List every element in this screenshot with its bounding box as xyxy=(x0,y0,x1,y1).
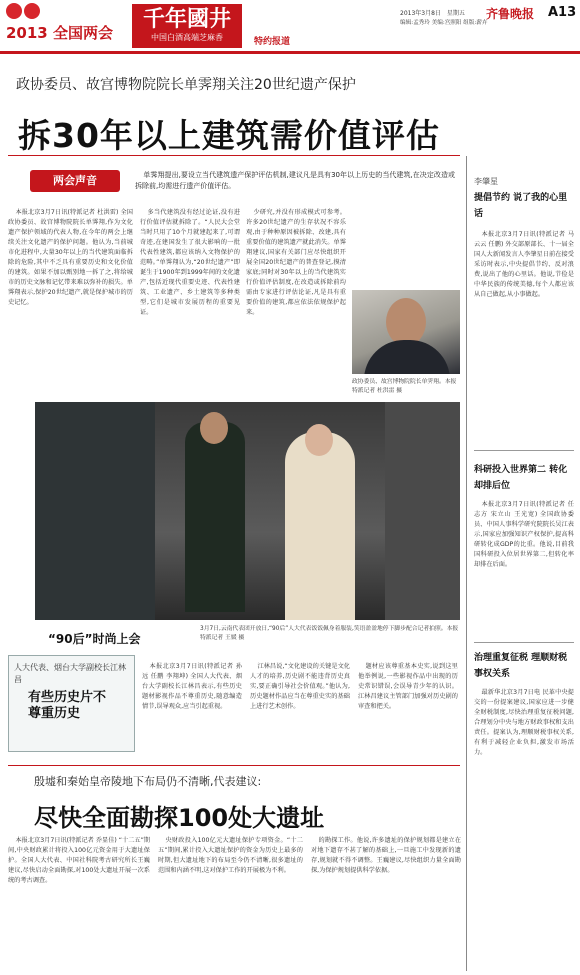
lead-kicker: 政协委员、故宫博物院院长单霁翔关注20世纪遗产保护 xyxy=(16,77,356,93)
mid-col-1 xyxy=(142,662,242,758)
sidebar-text-2-content: 本报北京3月7日讯(特派记者 任志方 宋立山 王光宽) 全国政协委员、中国人事科学研究院院长吴江表示,国家应加强知识产权保护,提高科研转化成GDP的比重。他说,目前我国科研投入位居世界第二,但转化率却排在后面。 xyxy=(474,501,574,568)
feature-caption-text: 3月7日,云南代表团开放日,“90后”人大代表饭饭佩身着服装,笑语盈盈地停下脚步配合记者拍照。本报特派记者 王媛 摄 xyxy=(200,626,459,641)
sidebar-rule-1 xyxy=(474,450,574,451)
portrait-caption-text: 政协委员、故宫博物院院长单霁翔。本报特派记者 杜洪雷 摄 xyxy=(352,379,457,394)
paper-name: 齐鲁晚报 xyxy=(486,7,535,21)
column-tag-label: 两会声音 xyxy=(53,174,97,187)
special-report: 特约报道 xyxy=(254,37,291,47)
column-tag xyxy=(30,170,120,192)
bottom-col-2-text: 央财政投入100亿元大遗址保护专项资金。“十二五”期间,累计投入大遗址保护的资金为历史上最多的时期,但大遗址地下的布局至今仍不清晰,很多遗址的范围和内涵不明,这对保护工作的开展极为不利。 xyxy=(158,837,303,874)
header-emblem-2 xyxy=(24,3,40,19)
sidebar-text-3 xyxy=(474,688,574,970)
section-title: 2013 全国两会 xyxy=(6,24,113,42)
bottom-col-1-text: 本报北京3月7日讯(特派记者 乔显佳) “十二五”期间,中央财政累计将投入100亿元资金用于大遗址保护。全国人大代表、中国社科院考古研究所长王巍建议,尽快启动全面勘探,对100处大遗址开展一次系统的考古调查。 xyxy=(8,837,150,884)
sidebar-divider xyxy=(466,156,467,971)
bottom-col-3 xyxy=(311,836,461,970)
lead-col-1 xyxy=(8,208,133,400)
mid-col-3-text: 题材应该尊重基本史实,说到这里他举例说,一些影视作品中出现的历史常识错误,会误导青少年的认识。江林昌建议主管部门加强对历史剧的审查和把关。 xyxy=(358,663,458,710)
weekday: 星期五 xyxy=(446,10,465,17)
brand-banner xyxy=(132,4,242,48)
bottom-col-2 xyxy=(158,836,303,970)
lead-col-2-text: 多当代建筑没有经过论证,没有进行价值评估就拆除了。“人民大会堂当时只用了10个月就建起来了,可谓奇迹,在建国发生了很大影响的一批代表性建筑,都应该纳入文物保护的范畴。”单霁翔认为,“20世纪遗产”即诞生于1900年到1999年间的文化遗产,包括近现代重要史迹、代表性建筑、工业遗产、乡土建筑等多种类型,它们是城市发展历程的重要见证。 xyxy=(140,209,240,316)
lead-col-3 xyxy=(246,208,346,400)
feature-photo xyxy=(35,402,460,620)
mid-headline: 有些历史片不尊重历史 xyxy=(28,690,107,721)
sidebar-text-3-content: 最新华北京3月7日电 民革中央提交的一份提案建议,国家应进一步健全财税制度,尽快治理重复征税问题,合理划分中央与地方财政事权和支出责任。提案认为,理顺财税事权关系,有利于减轻企业负担,激发市场活力。 xyxy=(474,689,574,756)
sidebar-headline-3: 治理重复征税 理顺财税事权关系 xyxy=(474,653,568,679)
bottom-col-1 xyxy=(8,836,150,970)
mid-col-1-text: 本报北京3月7日讯(特派记者 孙远 任鹏 李翔坤) 全国人大代表、烟台大学副校长江林昌表示,有些历史题材影视作品不尊重历史,随意编造情节,误导观众,应当引起重视。 xyxy=(142,663,242,710)
lead-col-1-text: 本报北京3月7日讯(特派记者 杜洪雷) 全国政协委员、故宫博物院院长单霁翔,作为文化遗产保护领域的代表人物,在今年的两会上继续关注文化遗产的保护问题。他认为,当前城市化进程中,大量30年以上的当代建筑面临拆除的危险,其中不乏具有重要历史和文化价值的建筑。如果不加以甄别地一拆了之,将给城市的历史文脉和记忆带来难以弥补的损失。单霁翔表示,保护20世纪遗产,就是保护城市的历史记忆。 xyxy=(8,209,133,306)
mid-col-3 xyxy=(358,662,458,758)
feature-title: “90后”时尚上会 xyxy=(48,632,141,646)
date: 2013年3月8日 xyxy=(400,10,441,17)
sidebar-headline-1: 提倡节约 说了我的心里话 xyxy=(474,193,568,219)
feature-caption xyxy=(200,625,460,645)
header-date xyxy=(400,8,465,17)
bottom-kicker: 殷墟和秦始皇帝陵地下布局仍不清晰,代表建议: xyxy=(34,775,262,788)
lead-col-3-text: 少研究,并没有形成模式可参考。许多20世纪遗产的生存状况不容乐观,由于种种原因被拆除、改建,具有重要价值的建筑遗产就此消失。单霁翔建议,国家有关部门应尽快组织开展全国20世纪遗产的普查登记,摸清家底;同时对30年以上的当代建筑实行价值评估制度,在改造或拆除前均需由专家进行评估论证,凡是具有重要价值的建筑,都应依法依规保护起来。 xyxy=(246,209,346,316)
bottom-headline: 尽快全面勘探100处大遗址 xyxy=(34,804,325,832)
mid-rule xyxy=(8,765,460,766)
lead-headline: 拆30年以上建筑需价值评估 xyxy=(18,116,440,155)
portrait-caption xyxy=(352,378,460,398)
sidebar-headline-2: 科研投入世界第二 转化却排后位 xyxy=(474,465,568,491)
mid-col-2 xyxy=(250,662,350,758)
sidebar-text-1-content: 本报北京3月7日讯(特派记者 马云云 任鹏) 外交部原部长、十一届全国人大新闻发言人李肇星日前在接受采访时表示,中央提倡节约、反对浪费,说出了他的心里话。他说,节俭是中华民族的传统美德,每个人都应该从自己做起,从小事做起。 xyxy=(474,231,574,298)
sidebar-text-1 xyxy=(474,230,574,445)
brand-small: 中国白酒高端芝麻香 xyxy=(151,33,223,42)
mid-col-2-text: 江林昌说,“文化建设的关键是文化人才的培养,历史剧不能违背历史真实,要正确引导社会价值观。”他认为,历史题材作品应当在尊重史实的基础上进行艺术创作。 xyxy=(250,663,350,710)
header-editors: 编辑:孟秀玲 美编:宫照阳 组版:薪卉 xyxy=(400,20,488,26)
sidebar-person: 李肇星 xyxy=(474,177,498,186)
page-number: A13 xyxy=(548,5,577,20)
header-rule xyxy=(0,51,580,54)
mid-intro: 人大代表、烟台大学副校长江林昌 xyxy=(14,663,126,684)
lead-deck xyxy=(135,170,455,196)
brand-big: 千年國井 xyxy=(142,7,231,32)
lead-deck-text: 单霁翔提出,要设立当代建筑遗产保护评估机制,建议凡是具有30年以上历史的当代建筑,在决定改造或拆除前,均需进行遗产价值评估。 xyxy=(135,171,455,190)
sidebar-text-2 xyxy=(474,500,574,640)
header-emblem xyxy=(6,3,22,19)
sidebar-rule-2 xyxy=(474,642,574,643)
bottom-col-3-text: 的勘探工作。他说,许多遗址的保护规划都是建立在对地下遗存不甚了解的基础上,一旦施工中发现新的遗存,规划就不得不调整。王巍建议,尽快组织力量全面勘探,为保护规划提供科学依据。 xyxy=(311,837,461,874)
portrait-photo xyxy=(352,290,460,374)
lead-rule xyxy=(8,155,460,156)
lead-col-2 xyxy=(140,208,240,400)
